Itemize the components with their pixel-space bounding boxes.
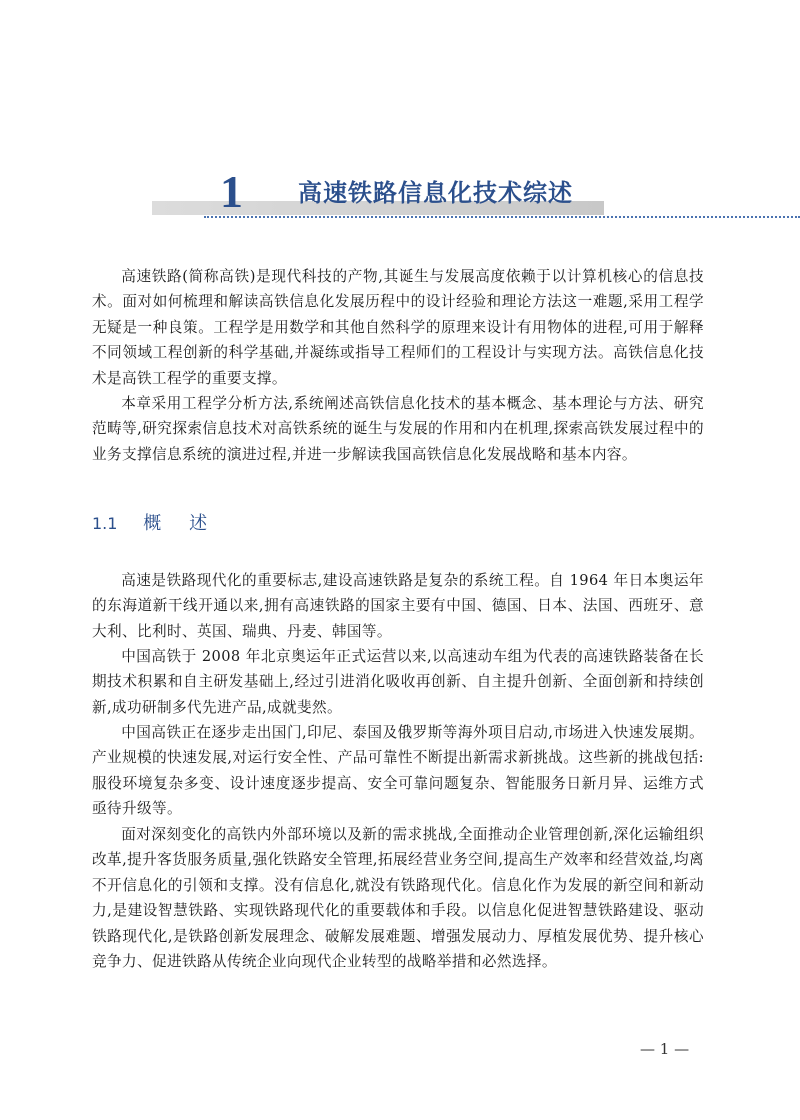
chapter-number: 1 xyxy=(220,166,243,217)
intro-paragraph-2: 本章采用工程学分析方法,系统阐述高铁信息化技术的基本概念、基本理论与方法、研究范畴等,研究探索信息技术对高铁系统的诞生与发展的作用和内在机理,探索高铁发展过程中的业务支撑信息系统的演进过程,并进一步解读我国高铁信息化发展战略和基本内容。 xyxy=(92,395,704,463)
page-number: — 1 — xyxy=(640,1040,690,1058)
section-paragraph-4: 面对深刻变化的高铁内外部环境以及新的需求挑战,全面推动企业管理创新,深化运输组织改革,提升客货服务质量,强化铁路安全管理,拓展经营业务空间,提高生产效率和经营效益,均离不开信息化的引领和支撑。没有信息化,就没有铁路现代化。信息化作为发展的新空间和新动力,是建设智慧铁路、实现铁路现代化的重要载体和手段。以信息化促进智慧铁路建设、驱动铁路现代化,是铁路创新发展理念、破解发展难题、增强发展动力、厚植发展优势、提升核心竞争力、促进铁路从传统企业向现代企业转型的战略举措和必然选择。 xyxy=(92,826,704,971)
section-paragraph-2: 中国高铁于 2008 年北京奥运年正式运营以来,以高速动车组为代表的高速铁路装备在长期技术积累和自主研发基础上,经过引进消化吸收再创新、自主提升创新、全面创新和持续创新,成功研制多代先进产品,成就斐然。 xyxy=(92,648,704,716)
chapter-header xyxy=(0,0,800,240)
dotted-rule xyxy=(204,216,800,218)
section-title: 概述 xyxy=(143,513,236,534)
section-heading xyxy=(92,510,235,538)
chapter-title: 高速铁路信息化技术综述 xyxy=(298,178,573,207)
section-paragraph-3: 中国高铁正在逐步走出国门,印尼、泰国及俄罗斯等海外项目启动,市场进入快速发展期。产业规模的快速发展,对运行安全性、产品可靠性不断提出新需求新挑战。这些新的挑战包括:服役环境复杂多变、设计速度逐步提高、安全可靠问题复杂、智能服务日新月异、运维方式亟待升级等。 xyxy=(92,724,704,818)
section-number: 1.1 xyxy=(92,514,118,533)
section-paragraph-1: 高速是铁路现代化的重要标志,建设高速铁路是复杂的系统工程。自 1964 年日本奥运年的东海道新干线开通以来,拥有高速铁路的国家主要有中国、德国、日本、法国、西班牙、意大利、比利时、英国、瑞典、丹麦、韩国等。 xyxy=(92,572,704,640)
intro-paragraph-1: 高速铁路(简称高铁)是现代科技的产物,其诞生与发展高度依赖于以计算机核心的信息技术。面对如何梳理和解读高铁信息化发展历程中的设计经验和理论方法这一难题,采用工程学无疑是一种良策。工程学是用数学和其他自然科学的原理来设计有用物体的进程,可用于解释不同领域工程创新的科学基础,并凝练或指导工程师们的工程设计与实现方法。高铁信息化技术是高铁工程学的重要支撑。 xyxy=(92,268,704,387)
